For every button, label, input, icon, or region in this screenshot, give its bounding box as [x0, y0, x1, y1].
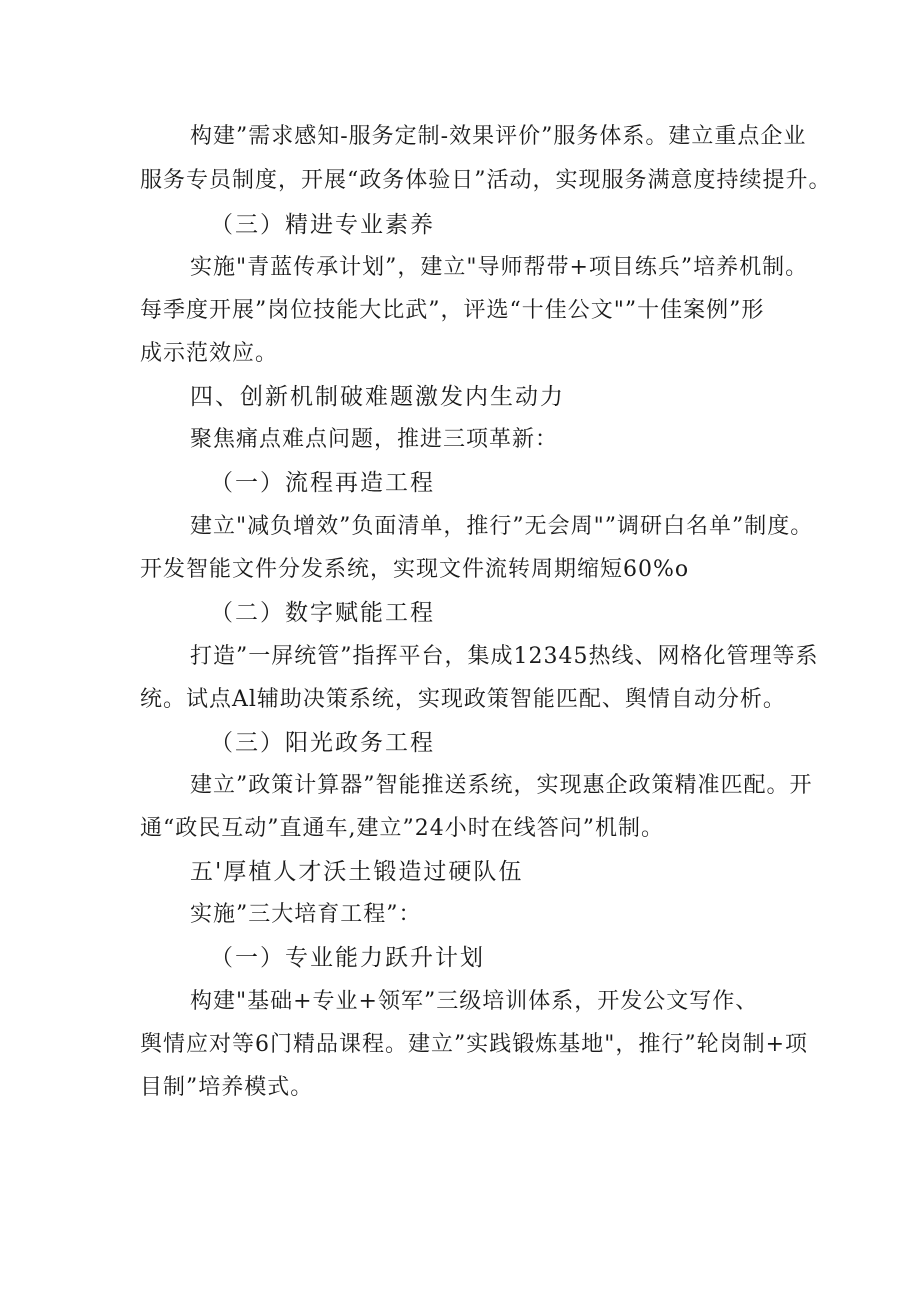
paragraph-line: 统。试点Al辅助决策系统，实现政策智能匹配、舆情自动分析。 — [140, 687, 786, 712]
subsection-heading: （一）流程再造工程 — [210, 470, 435, 496]
paragraph-line: 实施”三大培育工程”： — [190, 902, 422, 927]
paragraph-line: 成示范效应。 — [140, 341, 279, 366]
section-heading: 五'厚植人才沃土锻造过硬队伍 — [190, 859, 524, 885]
subsection-heading: （三）精进专业素养 — [210, 212, 435, 238]
paragraph-line: 通“政民互动”直通车,建立”24小时在线答问”机制。 — [140, 816, 664, 841]
subsection-heading: （一）专业能力跃升计划 — [210, 945, 485, 971]
paragraph-line: 建立”政策计算器”智能推送系统，实现惠企政策精准匹配。开 — [190, 773, 813, 798]
section-heading: 四、创新机制破难题激发内生动力 — [190, 384, 565, 410]
subsection-heading: （二）数字赋能工程 — [210, 600, 435, 626]
paragraph-line: 目制”培养模式。 — [140, 1075, 314, 1100]
paragraph-line: 每季度开展”岗位技能大比武”，评选“十佳公文"”十佳案例”形 — [140, 298, 765, 323]
paragraph-line: 实施"青蓝传承计划”，建立"导师帮带+项目练兵”培养机制。 — [190, 255, 809, 280]
paragraph-line: 构建"基础+专业+领军”三级培训体系，开发公文写作、 — [190, 989, 759, 1014]
subsection-heading: （三）阳光政务工程 — [210, 730, 435, 756]
paragraph-line: 开发智能文件分发系统，实现文件流转周期缩短60%o — [140, 557, 690, 582]
paragraph-line: 舆情应对等6门精品课程。建立”实践锻炼基地"，推行”轮岗制+项 — [140, 1032, 809, 1057]
paragraph-line: 聚焦痛点难点问题，推进三项革新： — [190, 427, 559, 452]
paragraph-line: 打造”一屏统管”指挥平台，集成12345热线、网格化管理等系 — [190, 644, 819, 669]
paragraph-line: 服务专员制度，开展“政务体验日”活动，实现服务满意度持续提升。 — [140, 168, 832, 193]
paragraph-line: 构建”需求感知-服务定制-效果评价”服务体系。建立重点企业 — [190, 124, 807, 149]
paragraph-line: 建立"减负增效”负面清单，推行”无会周"”调研白名单”制度。 — [190, 514, 814, 539]
